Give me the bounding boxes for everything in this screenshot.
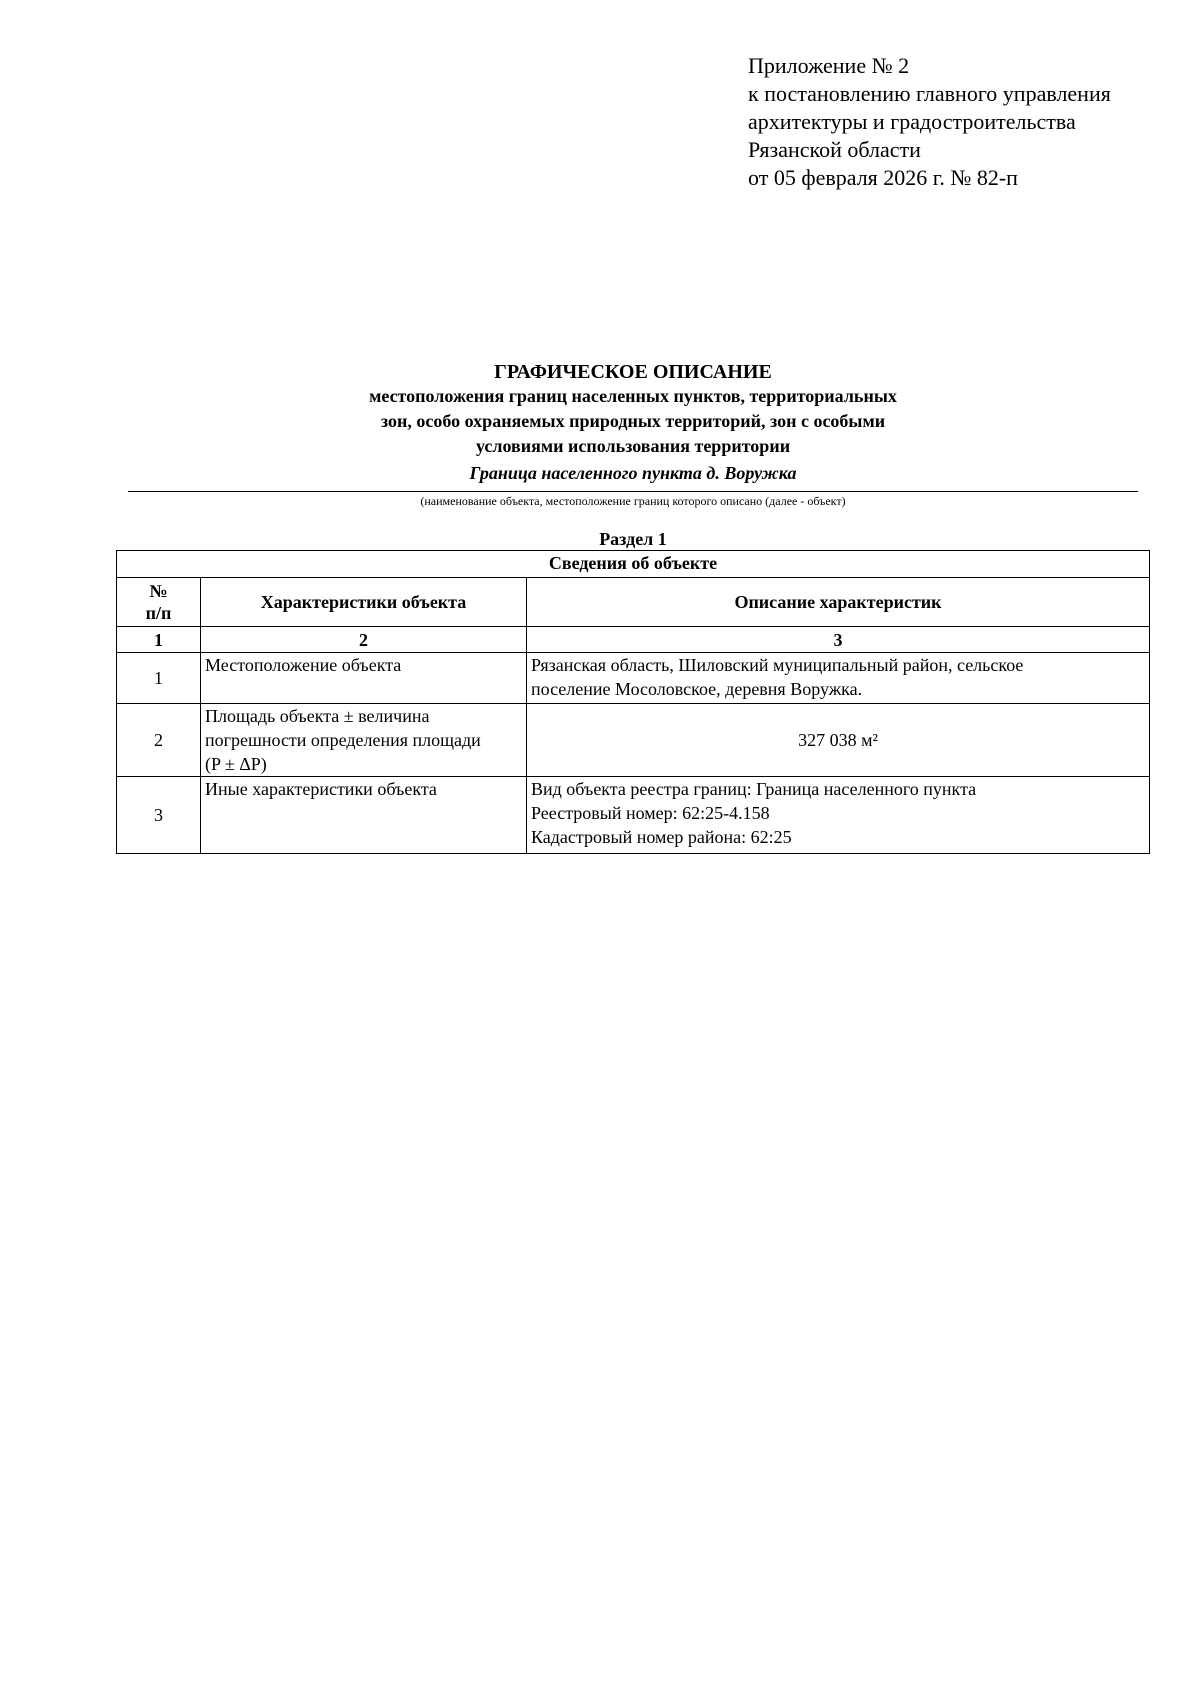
table-header-row <box>117 578 1150 627</box>
appendix-line: Приложение № 2 <box>748 53 910 78</box>
row-description-area: 327 038 м² <box>527 704 1150 777</box>
row-characteristic: Местоположение объекта <box>201 653 527 704</box>
table-row <box>117 777 1150 854</box>
row-description-line: Реестровый номер: 62:25-4.158 <box>531 803 770 823</box>
table-row <box>117 653 1150 704</box>
row-number: 1 <box>117 653 201 704</box>
column-number: 3 <box>527 627 1150 653</box>
table-caption: Сведения об объекте <box>117 551 1150 578</box>
row-number: 2 <box>117 704 201 777</box>
row-characteristic-line: (P ± ΔP) <box>205 754 267 774</box>
appendix-line: Рязанской области <box>748 137 921 162</box>
column-numbers-row <box>117 627 1150 653</box>
appendix-line: к постановлению главного управления <box>748 81 1111 106</box>
row-description-line: Кадастровый номер района: 62:25 <box>531 827 792 847</box>
appendix-date-line: от 05 февраля 2026 г. № 82-п <box>748 165 1018 190</box>
document-subtitle-line: условиями использования территории <box>475 436 791 456</box>
object-info-table <box>116 550 1150 854</box>
row-characteristic-line: погрешности определения площади <box>205 730 481 750</box>
header-num-line2: п/п <box>145 603 172 623</box>
object-name: Граница населенного пункта д. Воружка <box>469 463 797 483</box>
table-row <box>117 704 1150 777</box>
section-title: Раздел 1 <box>599 529 667 549</box>
header-description: Описание характеристик <box>527 578 1150 627</box>
header-characteristic: Характеристики объекта <box>201 578 527 627</box>
row-description-line: Вид объекта реестра границ: Граница населенного пункта <box>531 779 977 799</box>
table-caption-row <box>117 551 1150 578</box>
row-description-line: поселение Мосоловское, деревня Воружка. <box>531 679 863 699</box>
header-num <box>117 578 201 627</box>
column-number: 1 <box>117 627 201 653</box>
row-description <box>527 653 1150 704</box>
header-num-line1: № <box>149 581 168 601</box>
appendix-block <box>748 52 1188 192</box>
document-subtitle-line: зон, особо охраняемых природных территорий, зон с особыми <box>380 411 886 431</box>
column-number: 2 <box>201 627 527 653</box>
row-description <box>527 777 1150 854</box>
row-characteristic: Иные характеристики объекта <box>201 777 527 854</box>
document-title-block <box>128 360 1138 484</box>
row-characteristic <box>201 704 527 777</box>
object-name-underline <box>128 491 1138 492</box>
row-number: 3 <box>117 777 201 854</box>
document-subtitle-line: местоположения границ населенных пунктов, территориальных <box>369 386 897 406</box>
document-title: ГРАФИЧЕСКОЕ ОПИСАНИЕ <box>494 361 772 383</box>
row-characteristic-line: Площадь объекта ± величина <box>205 706 430 726</box>
row-description-line: Рязанская область, Шиловский муниципальный район, сельское <box>531 655 1024 675</box>
appendix-line: архитектуры и градостроительства <box>748 109 1076 134</box>
object-name-caption: (наименование объекта, местоположение границ которого описано (далее - объект) <box>420 494 846 508</box>
